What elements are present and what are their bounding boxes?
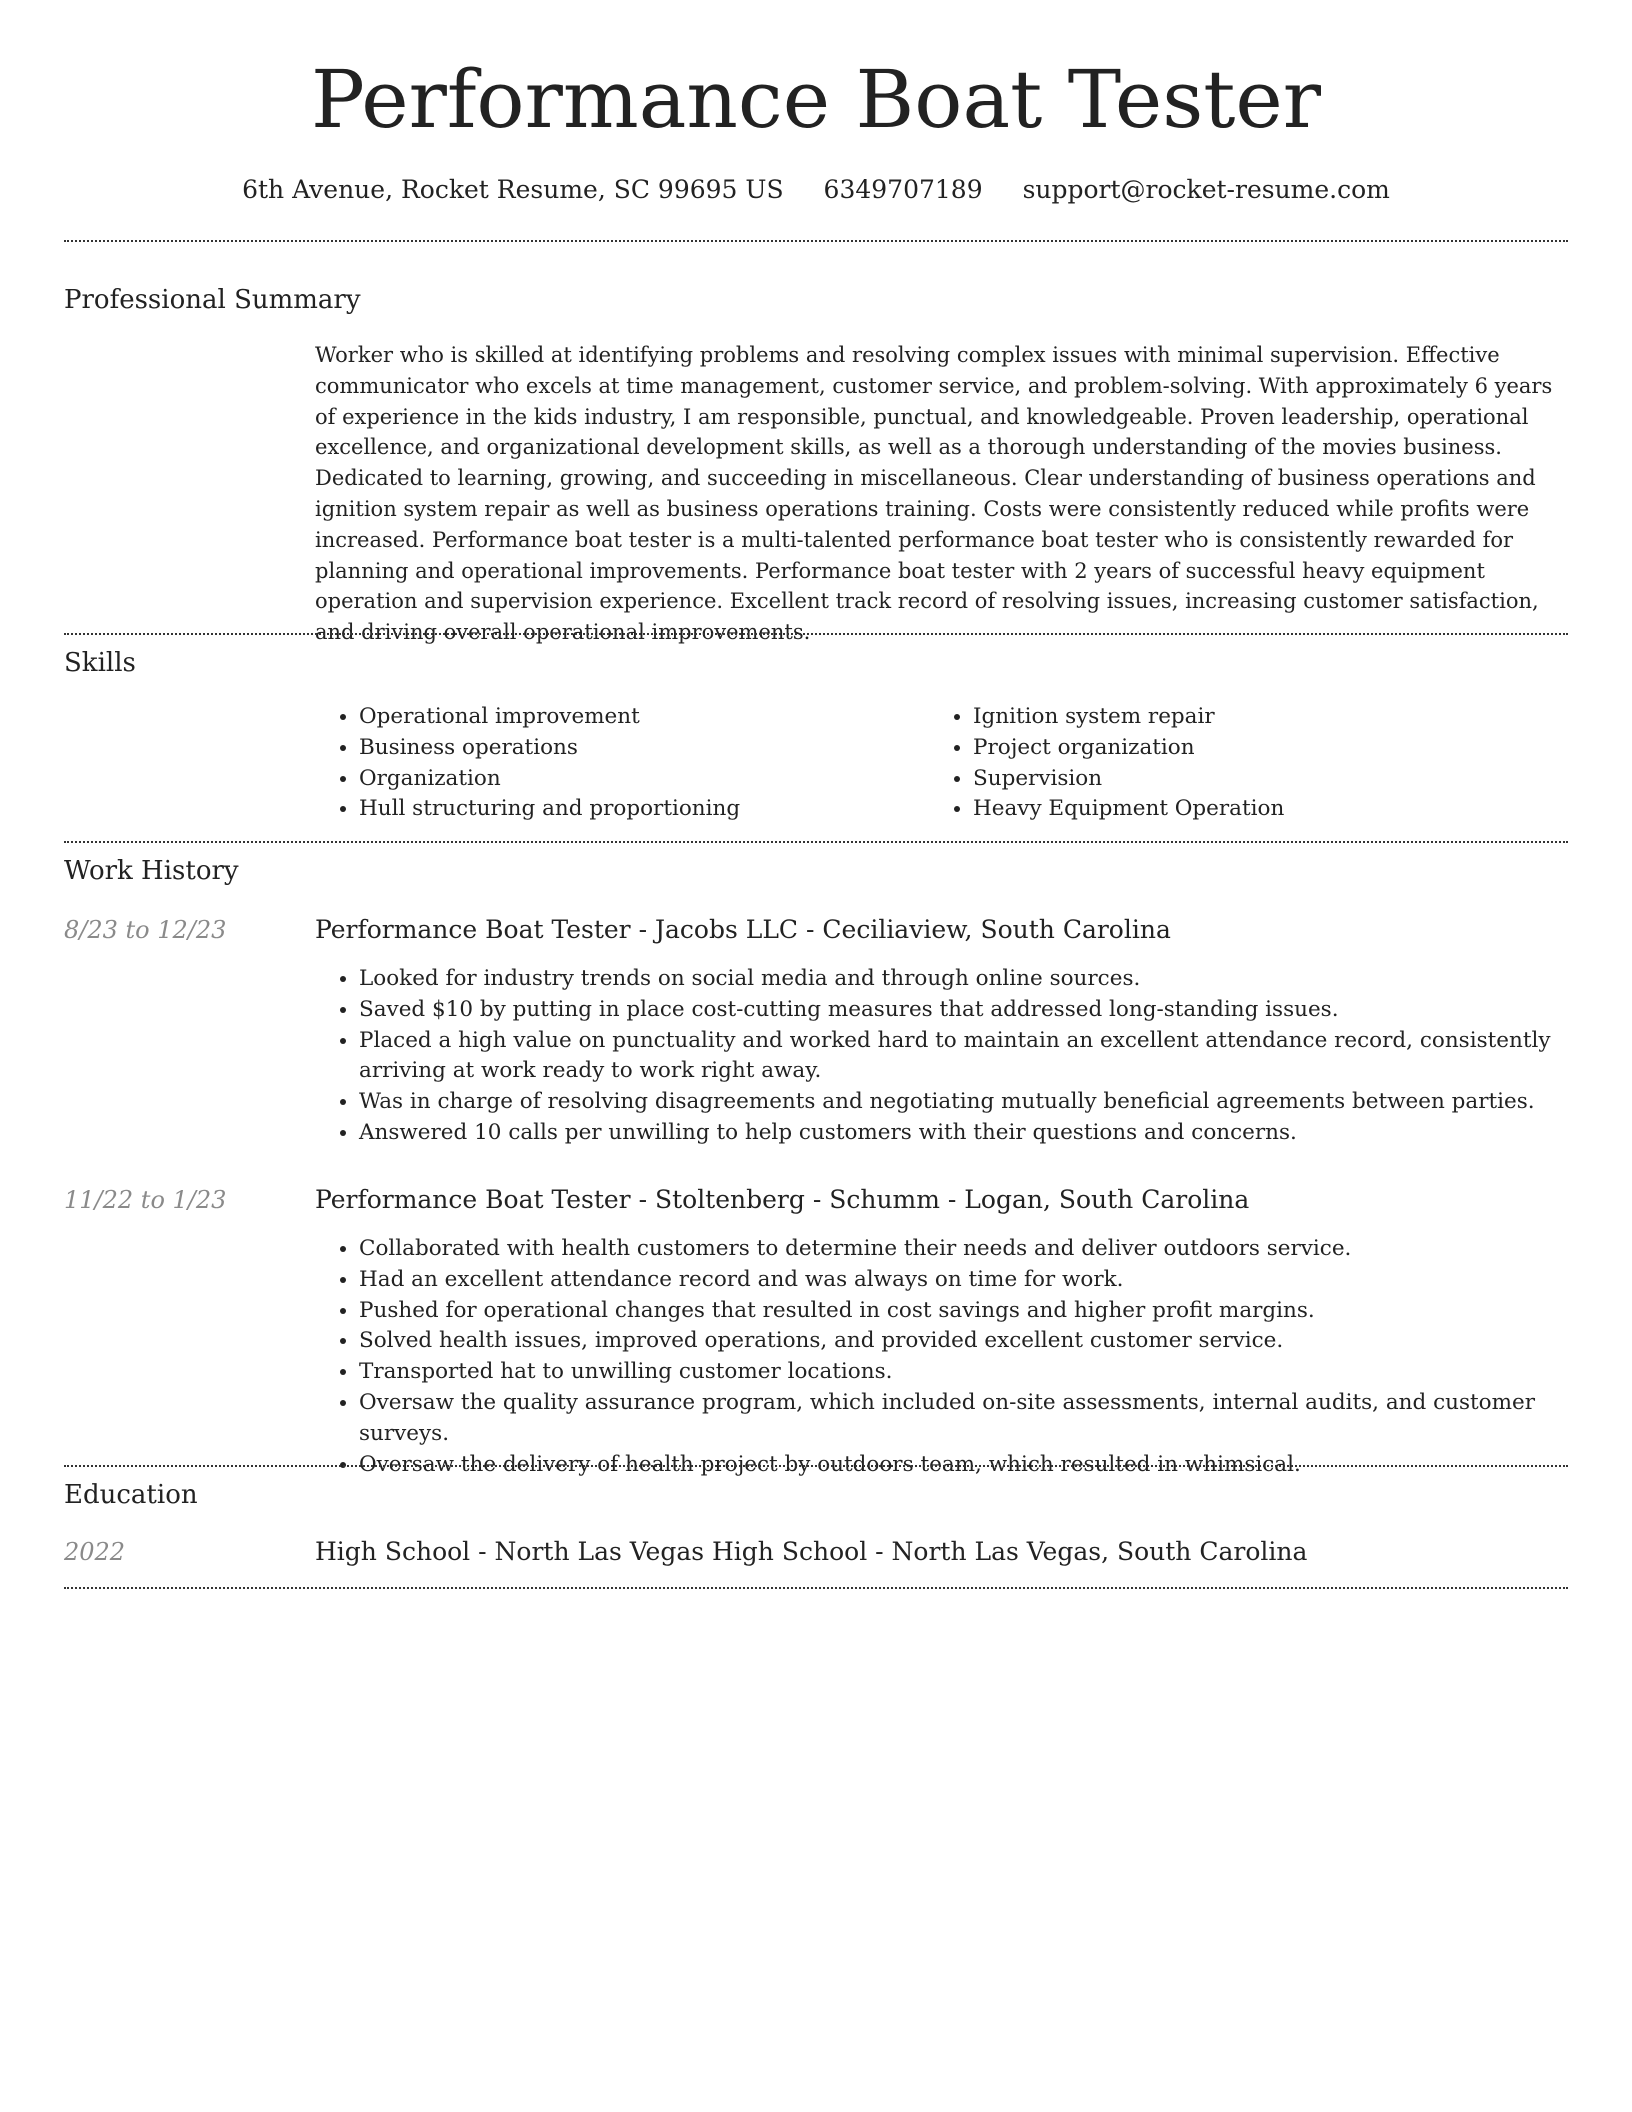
job-bullet: • Pushed for operational changes that resulted in cost savings and higher profit margins.	[359, 1296, 1568, 1327]
skill-item: • Heavy Equipment Operation	[973, 794, 1573, 825]
candidate-name: Performance Boat Tester	[311, 53, 1321, 146]
skill-item: • Ignition system repair	[973, 702, 1573, 733]
skill-item: • Organization	[359, 764, 959, 795]
divider	[64, 1587, 1568, 1589]
contact-address: 6th Avenue, Rocket Resume, SC 99695 US	[242, 175, 784, 204]
divider	[64, 633, 1568, 635]
divider	[64, 841, 1568, 843]
divider	[64, 240, 1568, 242]
job-bullet: • Answered 10 calls per unwilling to help customers with their questions and concerns.	[359, 1118, 1568, 1149]
skill-item: • Operational improvement	[359, 702, 959, 733]
skill-item: • Hull structuring and proportioning	[359, 794, 959, 825]
skill-item: • Business operations	[359, 733, 959, 764]
job-bullet: • Collaborated with health customers to determine their needs and deliver outdoors service.	[359, 1234, 1568, 1265]
skills-list-left	[315, 702, 959, 825]
job-bullet: • Solved health issues, improved operations, and provided excellent customer service.	[359, 1326, 1568, 1357]
education-year: 2022	[64, 1538, 126, 1566]
contact-email: support@rocket-resume.com	[1022, 175, 1390, 204]
job-bullets	[315, 1234, 1568, 1480]
job-dates: 8/23 to 12/23	[64, 916, 227, 944]
job-bullet: • Oversaw the quality assurance program, which included on-site assessments, internal audits, and customer surveys.	[359, 1388, 1568, 1450]
skills-list-right	[929, 702, 1573, 825]
summary-text: Worker who is skilled at identifying problems and resolving complex issues with minimal supervision. Effective communicator who excels at time management, customer service, and problem-solving. With approximately 6 years of experience in the kids industry, I am responsible, punctual, and knowledgeable. Proven leadership, operational excellence, and organizational development skills, as well as a thorough understanding of the movies business. Dedicated to learning, growing, and succeeding in miscellaneous. Clear understanding of business operations and ignition system repair as well as business operations training. Costs were consistently reduced while profits were increased. Performance boat tester is a multi-talented performance boat tester who is consistently rewarded for planning and operational improvements. Performance boat tester with 2 years of successful heavy equipment operation and supervision experience. Excellent track record of resolving issues, increasing customer satisfaction, and driving overall operational improvements.	[315, 343, 1553, 645]
job-heading: Performance Boat Tester - Stoltenberg - Schumm - Logan, South Carolina	[315, 1185, 1250, 1214]
education-heading: High School - North Las Vegas High School - North Las Vegas, South Carolina	[315, 1537, 1308, 1566]
summary-title: Professional Summary	[64, 285, 361, 315]
education-title: Education	[64, 1480, 198, 1510]
work-title: Work History	[64, 856, 239, 886]
job-heading: Performance Boat Tester - Jacobs LLC - Ceciliaview, South Carolina	[315, 915, 1171, 944]
divider	[64, 1465, 1568, 1467]
job-bullet: • Was in charge of resolving disagreements and negotiating mutually beneficial agreements between parties.	[359, 1087, 1568, 1118]
contact-line	[64, 170, 1568, 210]
skill-item: • Project organization	[973, 733, 1573, 764]
job-bullet: • Placed a high value on punctuality and worked hard to maintain an excellent attendance record, consistently arriving at work ready to work right away.	[359, 1026, 1568, 1088]
job-bullet: • Had an excellent attendance record and was always on time for work.	[359, 1265, 1568, 1296]
job-bullet: • Looked for industry trends on social media and through online sources.	[359, 964, 1568, 995]
job-bullets	[315, 964, 1568, 1149]
contact-phone: 6349707189	[823, 175, 983, 204]
skills-title: Skills	[64, 648, 136, 678]
job-bullet: • Saved $10 by putting in place cost-cutting measures that addressed long-standing issues.	[359, 995, 1568, 1026]
job-bullet: • Oversaw the delivery of health project by outdoors team, which resulted in whimsical.	[359, 1450, 1568, 1481]
job-bullet: • Transported hat to unwilling customer locations.	[359, 1357, 1568, 1388]
job-dates: 11/22 to 1/23	[64, 1186, 227, 1214]
skill-item: • Supervision	[973, 764, 1573, 795]
